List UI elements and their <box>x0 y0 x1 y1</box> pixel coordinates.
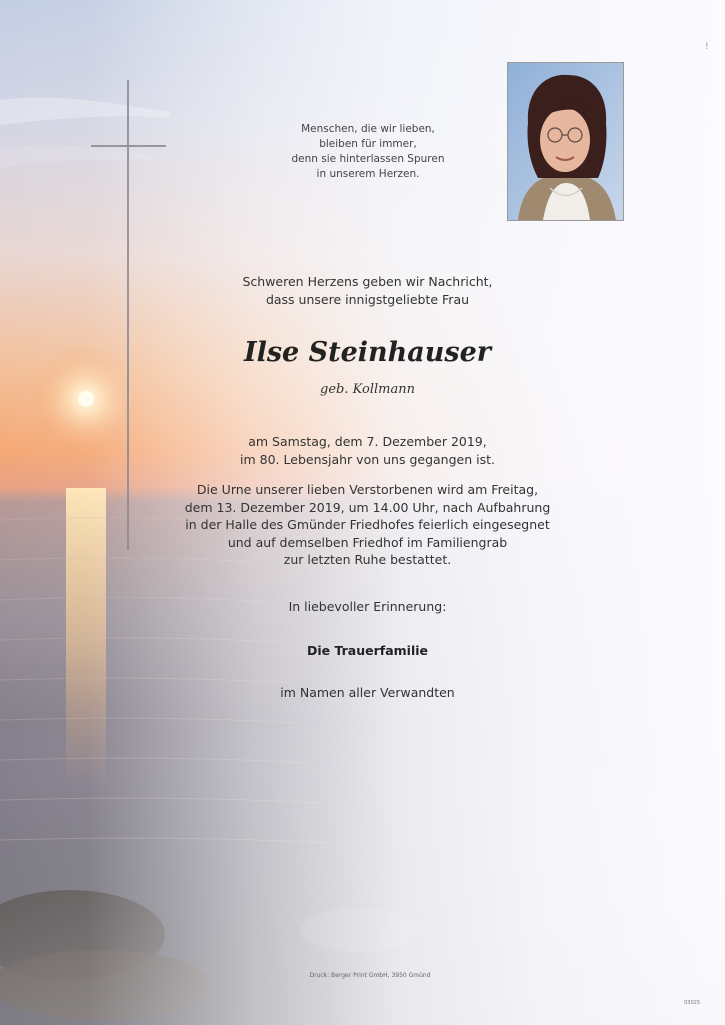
relatives-line: im Namen aller Verwandten <box>280 685 455 700</box>
birth-name: geb. Kollmann <box>320 382 415 397</box>
portrait-photo <box>507 62 624 221</box>
intro-text: Schweren Herzens geben wir Nachricht, dass unsere innigstgeliebte Frau <box>242 274 493 307</box>
family-signature: Die Trauerfamilie <box>306 643 428 658</box>
cross-horizontal-bar <box>91 145 166 147</box>
verse-text: Menschen, die wir lieben, bleiben für immer, denn sie hinterlassen Spuren in unserem Herzen. <box>291 123 445 180</box>
burial-notice: Die Urne unserer lieben Verstorbenen wird am Freitag, dem 13. Dezember 2019, um 14.00 Uhr, nach Aufbahrung in der Halle des Gmünder Friedhofes feierlich eingesegnet und auf demselben Friedhof im Familiengrab zur letzten Ruhe bestattet. <box>184 482 551 567</box>
document-code: 03025 <box>684 1000 700 1006</box>
death-notice: am Samstag, dem 7. Dezember 2019, im 80. Lebensjahr von uns gegangen ist. <box>240 434 495 467</box>
deceased-name: Ilse Steinhauser <box>243 337 492 368</box>
corner-mark: ! <box>705 42 709 52</box>
cross-vertical-bar <box>127 80 129 550</box>
memory-line: In liebevoller Erinnerung: <box>288 599 447 614</box>
printer-credit: Druck: Berger Print GmbH, 3950 Gmünd <box>309 972 431 979</box>
